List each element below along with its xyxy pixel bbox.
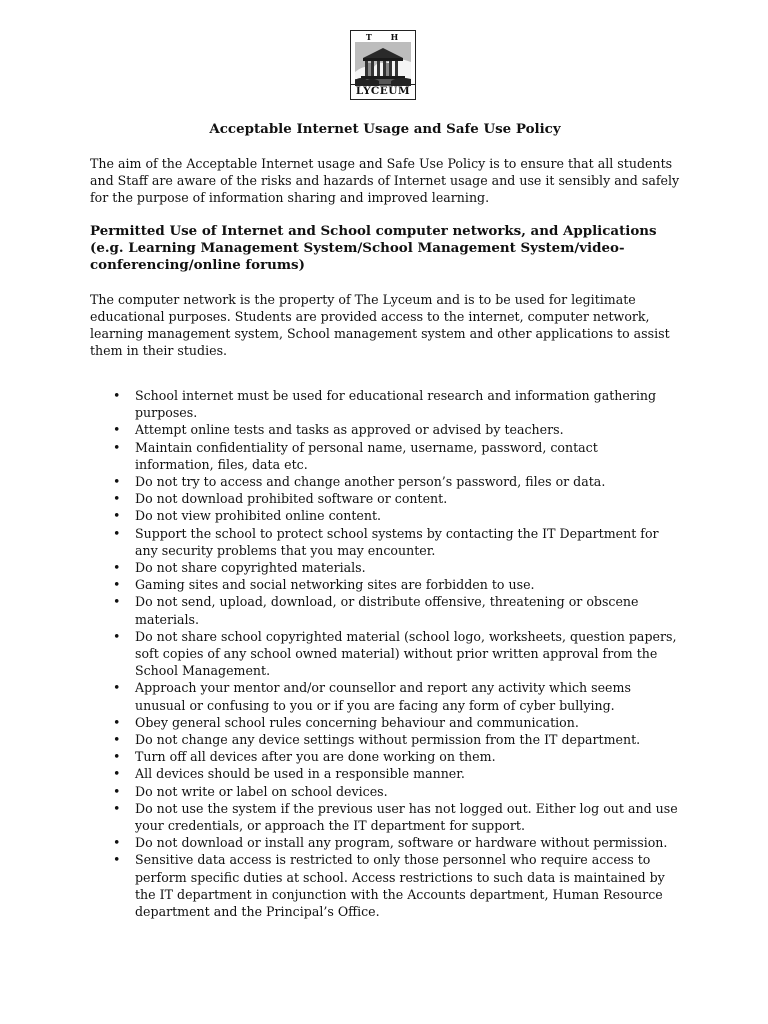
list-item: • All devices should be used in a responsible manner. xyxy=(90,765,680,782)
list-item: • Turn off all devices after you are done working on them. xyxy=(90,748,680,765)
document-body xyxy=(90,121,680,920)
school-logo xyxy=(350,30,416,100)
rules-list xyxy=(90,387,680,920)
list-item: • Sensitive data access is restricted to only those personnel who require access to perform specific duties at school. Access restrictions to such data is maintained by the IT department in conjunction with the Accounts department, Human Resource department and the Principal’s Office. xyxy=(90,851,680,920)
list-item: • Support the school to protect school systems by contacting the IT Department for any security problems that you may encounter. xyxy=(90,525,680,559)
list-item: • Do not change any device settings without permission from the IT department. xyxy=(90,731,680,748)
list-item: • Do not use the system if the previous user has not logged out. Either log out and use your credentials, or approach the IT department for support. xyxy=(90,800,680,834)
list-item: • Do not send, upload, download, or distribute offensive, threatening or obscene materials. xyxy=(90,593,680,627)
list-item: • Maintain confidentiality of personal name, username, password, contact information, files, data etc. xyxy=(90,439,680,473)
list-item: • School internet must be used for educational research and information gathering purposes. xyxy=(90,387,680,421)
list-item: • Attempt online tests and tasks as approved or advised by teachers. xyxy=(90,421,680,438)
list-item: • Do not download prohibited software or content. xyxy=(90,490,680,507)
list-item: • Do not share school copyrighted material (school logo, worksheets, question papers, soft copies of any school owned material) without prior written approval from the School Management. xyxy=(90,628,680,680)
list-item: • Do not download or install any program, software or hardware without permission. xyxy=(90,834,680,851)
building-illustration-icon xyxy=(355,42,411,86)
logo-name: LYCEUM xyxy=(351,84,415,98)
intro-paragraph: The aim of the Acceptable Internet usage and Safe Use Policy is to ensure that all students and Staff are aware of the risks and hazards of Internet usage and use it sensibly and safely for the purpose of information sharing and improved learning. xyxy=(90,156,680,205)
list-item: • Do not share copyrighted materials. xyxy=(90,559,680,576)
list-item: • Approach your mentor and/or counsellor and report any activity which seems unusual or confusing to you or if you are facing any form of cyber bullying. xyxy=(90,679,680,713)
list-item: • Do not view prohibited online content. xyxy=(90,507,680,524)
section-heading: Permitted Use of Internet and School computer networks, and Applications (e.g. Learning Management System/School Management System/video-conferencing/online forums) xyxy=(90,223,657,273)
list-item: • Obey general school rules concerning behaviour and communication. xyxy=(90,714,680,731)
network-paragraph: The computer network is the property of The Lyceum and is to be used for legitimate educational purposes. Students are provided access to the internet, computer network, learning management system, School management system and other applications to assist them in their studies. xyxy=(90,292,670,358)
list-item: • Gaming sites and social networking sites are forbidden to use. xyxy=(90,576,680,593)
page-title: Acceptable Internet Usage and Safe Use Policy xyxy=(209,121,561,137)
list-item: • Do not try to access and change another person’s password, files or data. xyxy=(90,473,680,490)
list-item: • Do not write or label on school devices. xyxy=(90,783,680,800)
logo-top-text: T H xyxy=(365,32,407,42)
